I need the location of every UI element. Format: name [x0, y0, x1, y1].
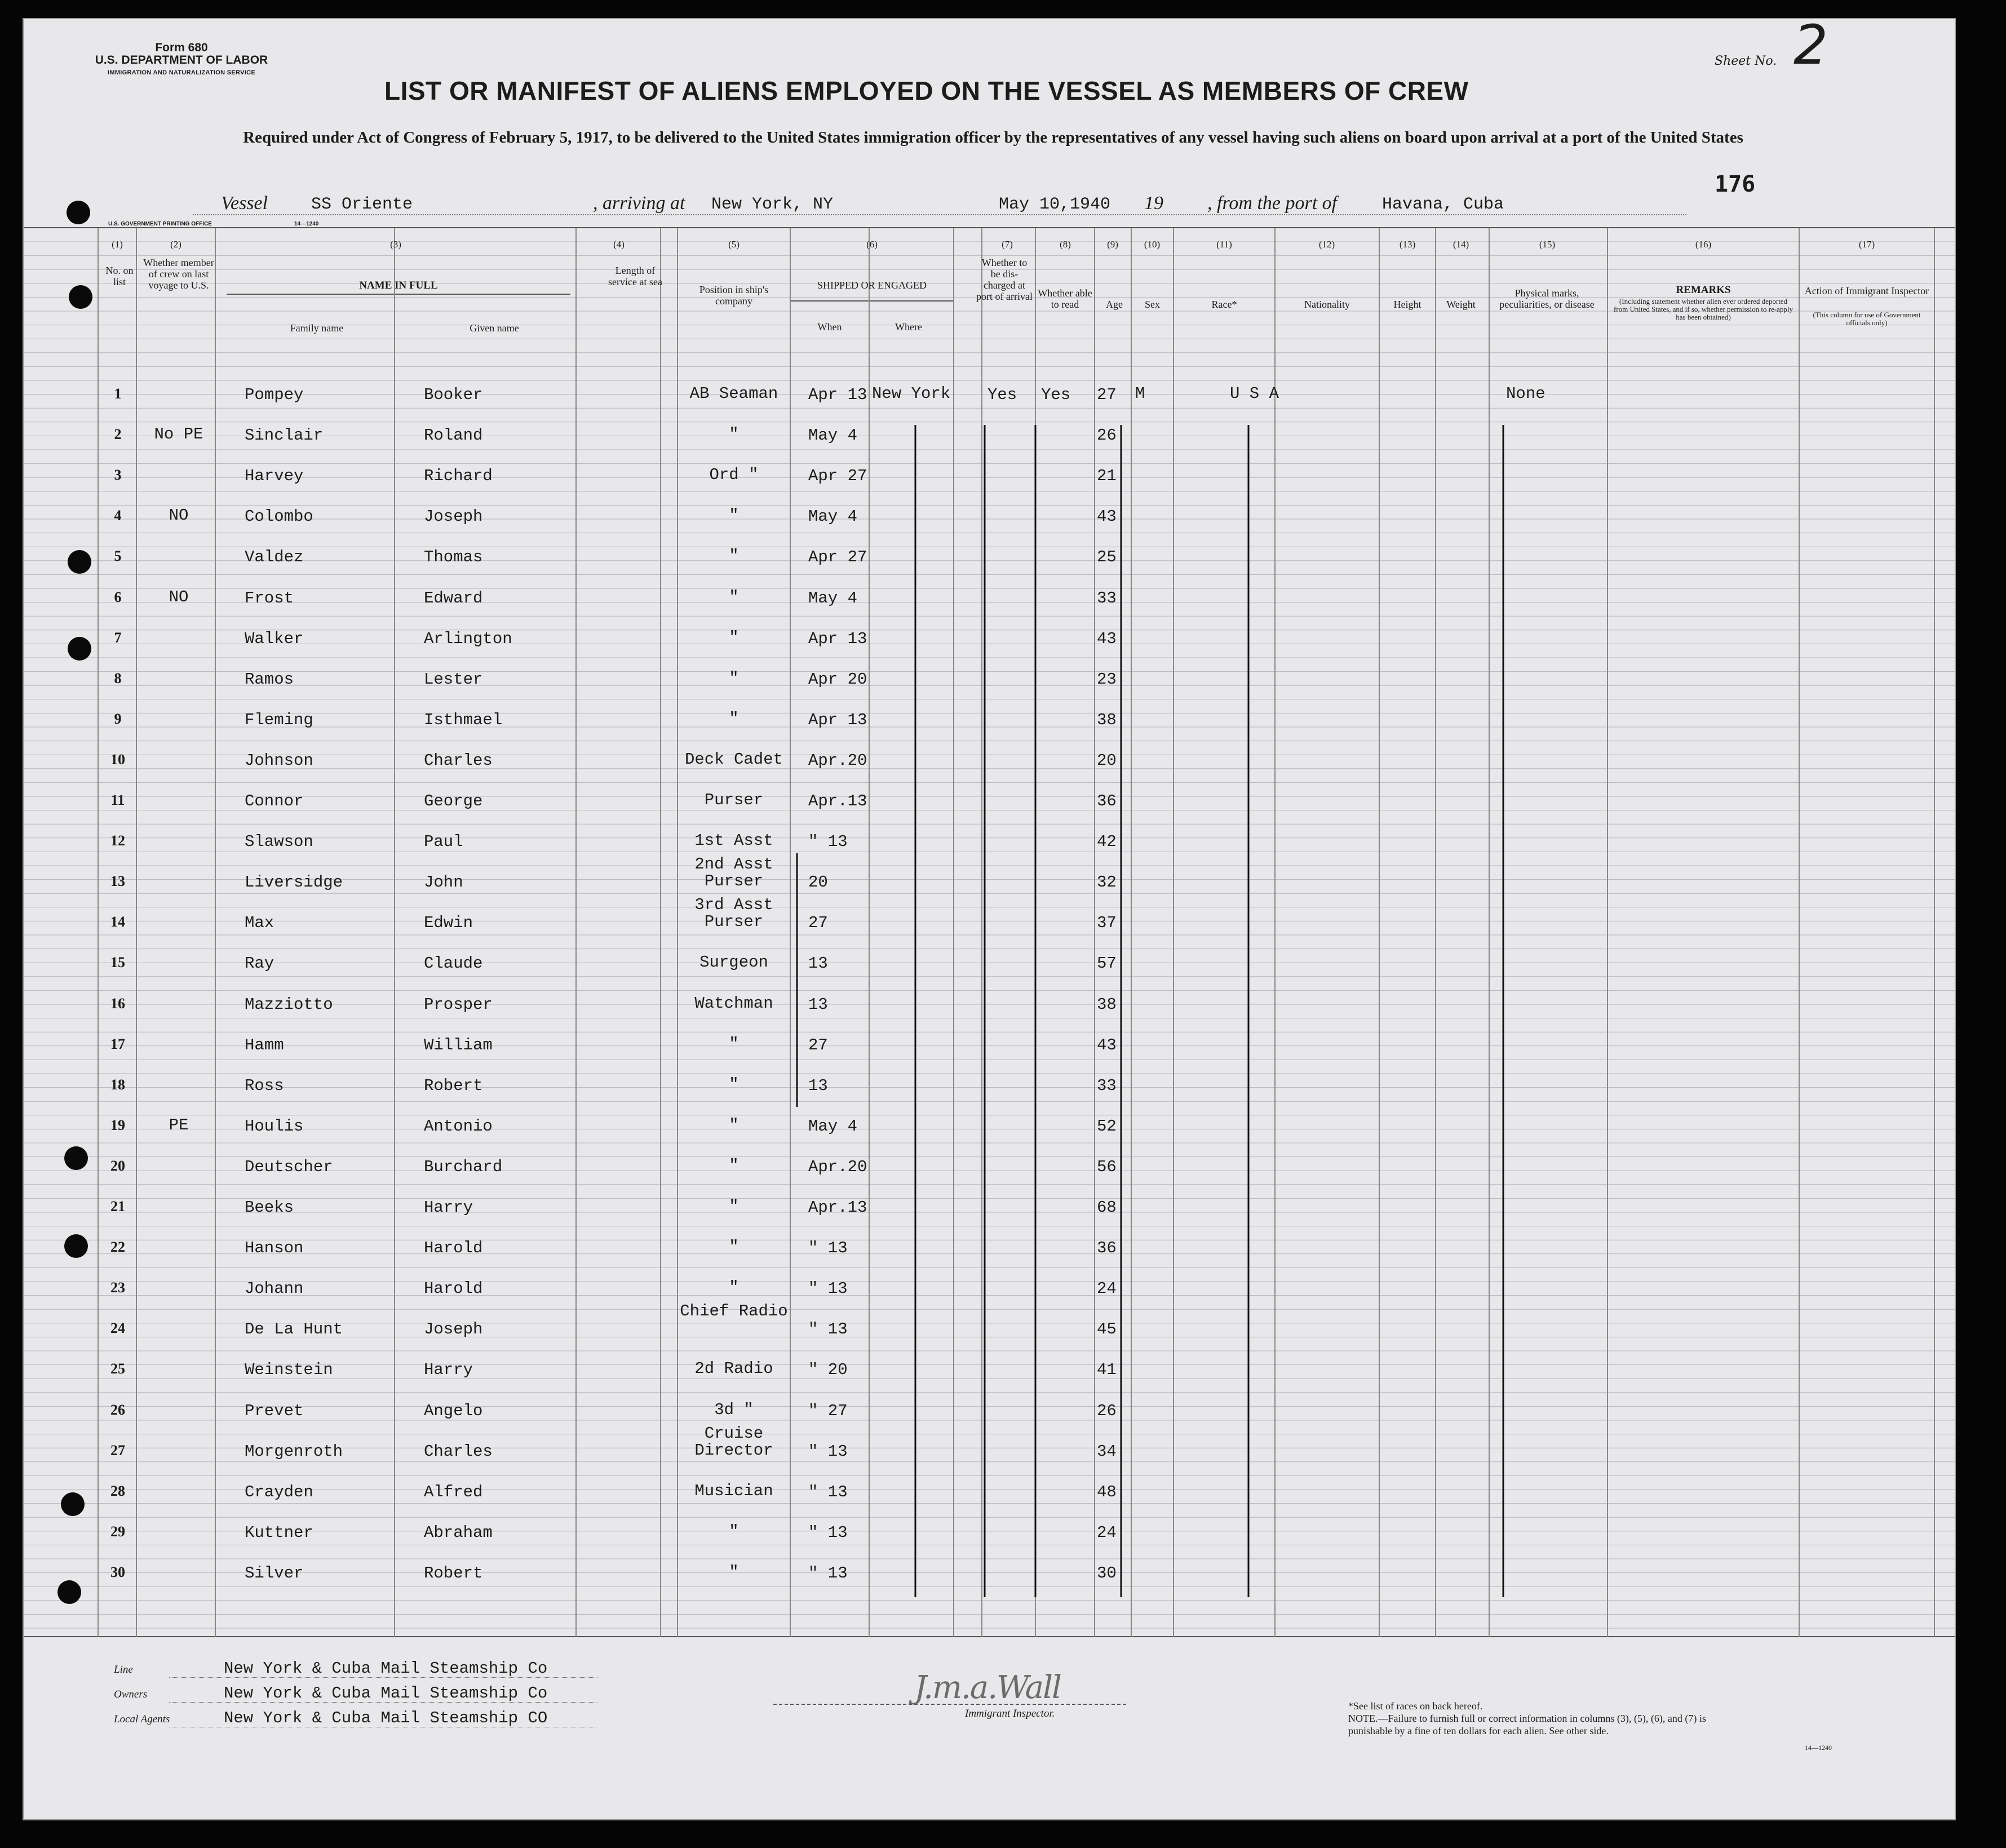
row-position: ": [729, 1238, 739, 1257]
row-position: ": [729, 1522, 739, 1541]
from-port-label: , from the port of: [1207, 193, 1338, 214]
requirement-text: Required under Act of Congress of February 5, 1917, to be delivered to the United States immigration officer by the representatives of any vessel having such aliens on board upon arrival at a port of the United States: [243, 128, 1743, 147]
column-number: (14): [1453, 239, 1469, 250]
row-number: 5: [114, 548, 122, 565]
row-number: 9: [114, 710, 122, 727]
row-given-name: Edwin: [424, 914, 473, 933]
row-age: 45: [1097, 1320, 1117, 1339]
col-weight: Weight: [1446, 299, 1476, 310]
row-age: 57: [1097, 954, 1117, 973]
col-shipped-when: When: [817, 321, 842, 333]
sheet-label: Sheet No.: [1715, 54, 1777, 68]
column-number: (5): [728, 239, 739, 250]
row-position: AB Seaman: [689, 384, 778, 403]
column-number: (3): [390, 239, 401, 250]
row-number: 30: [110, 1563, 125, 1580]
row-family-name: Silver: [245, 1563, 304, 1583]
row-age: 43: [1097, 507, 1117, 526]
row-given-name: Charles: [424, 751, 493, 770]
row-family-name: Liversidge: [245, 873, 343, 892]
row-shipped-when: May 4: [808, 426, 858, 445]
row-position: ": [729, 1278, 739, 1297]
col-nationality: Nationality: [1304, 299, 1350, 310]
row-number: 1: [114, 385, 122, 402]
row-shipped-when: " 13: [808, 1442, 848, 1461]
row-age: 21: [1097, 467, 1117, 486]
page-title: LIST OR MANIFEST OF ALIENS EMPLOYED ON THE VESSEL AS MEMBERS OF CREW: [384, 76, 1469, 105]
manifest-sheet: [23, 14, 1956, 1820]
col-inspector-action: Action of Immigrant Inspector: [1804, 285, 1929, 296]
row-shipped-when: " 13: [808, 1279, 848, 1299]
arriving-port[interactable]: New York, NY: [711, 195, 834, 214]
column-number: (4): [613, 239, 625, 250]
row-age: 36: [1097, 792, 1117, 810]
row-age: 32: [1097, 873, 1117, 892]
row-shipped-when: " 27: [808, 1401, 848, 1420]
row-number: 14: [110, 914, 125, 930]
row-age: 38: [1097, 995, 1117, 1014]
row-position: ": [729, 1115, 739, 1134]
row-age: 42: [1097, 832, 1117, 852]
row-family-name: Crayden: [245, 1482, 313, 1501]
printer-code: 14—1240: [294, 221, 319, 227]
row-shipped-when: " 13: [808, 1239, 848, 1258]
row-number: 23: [110, 1279, 125, 1296]
row-shipped-when: May 4: [808, 1116, 858, 1136]
row-given-name: Harry: [424, 1360, 473, 1380]
row-given-name: Isthmael: [424, 710, 503, 729]
col-height: Height: [1393, 299, 1422, 310]
row-age: 41: [1097, 1360, 1117, 1380]
row-family-name: Valdez: [245, 548, 304, 567]
row-given-name: Joseph: [424, 1320, 483, 1339]
row-shipped-when: " 13: [808, 1482, 848, 1501]
col-shipped: SHIPPED OR ENGAGED: [817, 280, 927, 291]
binder-hole: [64, 1234, 88, 1258]
binder-hole: [68, 637, 91, 661]
row-family-name: Max: [245, 914, 274, 933]
row-number: 25: [110, 1360, 125, 1377]
footer-owners-label: Owners: [114, 1689, 148, 1700]
row-given-name: Claude: [424, 954, 483, 973]
row-family-name: Colombo: [245, 507, 313, 526]
row-number: 22: [110, 1239, 125, 1256]
row1-physical: None: [1506, 384, 1546, 403]
row-given-name: Alfred: [424, 1482, 483, 1501]
row-number: 19: [110, 1116, 125, 1133]
row-age: 36: [1097, 1239, 1117, 1258]
row-age: 24: [1097, 1279, 1117, 1299]
row-number: 10: [110, 751, 125, 768]
row-age: 52: [1097, 1116, 1117, 1136]
column-number: (7): [1002, 239, 1013, 250]
row-given-name: Harold: [424, 1239, 483, 1258]
row-number: 12: [110, 832, 125, 849]
binder-hole: [61, 1492, 85, 1516]
column-number: (13): [1399, 239, 1416, 250]
col-inspector-note: (This column for use of Government officials only): [1813, 311, 1921, 327]
column-number: (6): [866, 239, 878, 250]
row-position: Musician: [694, 1481, 773, 1500]
binder-hole: [68, 550, 91, 574]
row-given-name: Booker: [424, 385, 483, 404]
row-shipped-when: Apr 20: [808, 670, 867, 689]
row-given-name: Roland: [424, 426, 483, 445]
row-family-name: Johnson: [245, 751, 313, 770]
row-shipped-when: " 13: [808, 1563, 848, 1583]
row-age: 34: [1097, 1442, 1117, 1461]
row-number: 8: [114, 670, 122, 686]
row-family-name: Morgenroth: [245, 1442, 343, 1461]
row-given-name: Joseph: [424, 507, 483, 526]
footer-rule: [169, 1702, 597, 1703]
row-shipped-when: Apr.13: [808, 792, 867, 810]
footer-agents-label: Local Agents: [114, 1713, 170, 1725]
column-number: (1): [112, 239, 123, 250]
row-given-name: Paul: [424, 832, 463, 852]
row-number: 4: [114, 507, 122, 524]
row-given-name: Thomas: [424, 548, 483, 567]
row-family-name: Kuttner: [245, 1523, 313, 1542]
col-sex: Sex: [1145, 299, 1160, 310]
row-position: 1st Asst: [694, 831, 773, 850]
row-shipped-when: 13: [808, 1076, 828, 1095]
footer-line-label: Line: [114, 1664, 133, 1676]
col-position: Position in ship's company: [699, 284, 769, 307]
row-family-name: Harvey: [245, 467, 304, 486]
row-prev-voyage: NO: [169, 587, 189, 606]
row-position: ": [729, 1034, 739, 1053]
row-given-name: William: [424, 1035, 493, 1054]
row-number: 18: [110, 1076, 125, 1093]
row-given-name: Abraham: [424, 1523, 493, 1542]
row-family-name: Mazziotto: [245, 995, 333, 1014]
row-family-name: Deutscher: [245, 1157, 333, 1176]
row-shipped-when: Apr 27: [808, 548, 867, 567]
row-shipped-when: Apr 13: [808, 385, 867, 404]
row-given-name: Prosper: [424, 995, 493, 1014]
row-family-name: Fleming: [245, 710, 313, 729]
row-family-name: Prevet: [245, 1401, 304, 1420]
row-position: ": [729, 668, 739, 688]
row-age: 38: [1097, 710, 1117, 729]
row-given-name: Richard: [424, 467, 493, 486]
row-shipped-when: " 20: [808, 1360, 848, 1380]
row-age: 43: [1097, 1035, 1117, 1054]
row-number: 6: [114, 588, 122, 605]
row-given-name: Charles: [424, 1442, 493, 1461]
row-prev-voyage: PE: [169, 1115, 189, 1134]
footnote-penalty: NOTE.—Failure to furnish full or correct information in columns (3), (5), (6), and (7) is punishable by a fine of ten dollars for each alien. See other side.: [1348, 1713, 1706, 1736]
row-age: 24: [1097, 1523, 1117, 1542]
row1-sex: M: [1135, 384, 1145, 403]
row-shipped-when: Apr 13: [808, 629, 867, 648]
row1-where: New York: [872, 384, 951, 403]
row-family-name: Pompey: [245, 385, 304, 404]
footer-owners-value: New York & Cuba Mail Steamship Co: [224, 1684, 548, 1703]
inspector-label: Immigrant Inspector.: [965, 1708, 1055, 1720]
footer-agents-value: New York & Cuba Mail Steamship CO: [224, 1709, 548, 1727]
row-position: ": [729, 709, 739, 728]
footnote-races: *See list of races on back hereof.: [1348, 1700, 1483, 1712]
row-age: 33: [1097, 1076, 1117, 1095]
col-length-service: Length of service at sea: [608, 265, 662, 287]
col-name-in-full: NAME IN FULL: [359, 280, 438, 291]
row-given-name: Robert: [424, 1076, 483, 1095]
arrival-date[interactable]: May 10,1940: [999, 195, 1111, 214]
row-family-name: Houlis: [245, 1116, 304, 1136]
row-number: 24: [110, 1320, 125, 1337]
row-age: 23: [1097, 670, 1117, 689]
row-number: 3: [114, 467, 122, 484]
row-shipped-when: " 13: [808, 1320, 848, 1339]
row-shipped-when: " 13: [808, 832, 848, 852]
row-number: 27: [110, 1442, 125, 1459]
row-shipped-when: 27: [808, 1035, 828, 1054]
row-number: 26: [110, 1401, 125, 1418]
row-shipped-when: " 13: [808, 1523, 848, 1542]
row-given-name: Antonio: [424, 1116, 493, 1136]
col-remarks-note: (Including statement whether alien ever ordered deported from United States, and if so, whether permission to re-apply has been obtained): [1613, 297, 1794, 321]
row-position: 3d ": [714, 1400, 754, 1419]
row-number: 11: [110, 792, 125, 808]
row-position: Ord ": [709, 466, 759, 485]
row-family-name: Weinstein: [245, 1360, 333, 1380]
row1-read: Yes: [1041, 385, 1071, 404]
binder-hole: [57, 1580, 81, 1604]
vessel-name[interactable]: SS Oriente: [311, 195, 413, 214]
row-shipped-when: Apr.13: [808, 1198, 867, 1217]
binder-hole: [64, 1146, 88, 1170]
column-number: (12): [1318, 239, 1335, 250]
row-family-name: Slawson: [245, 832, 313, 852]
row-number: 21: [110, 1198, 125, 1215]
row-shipped-when: May 4: [808, 507, 858, 526]
sheet-number: 2: [1794, 14, 1828, 77]
row-number: 15: [110, 954, 125, 971]
from-port[interactable]: Havana, Cuba: [1382, 195, 1504, 214]
row-position: ": [729, 425, 739, 444]
footer-code: 14—1240: [1805, 1744, 1832, 1752]
row-position: Surgeon: [699, 953, 768, 972]
row-age: 20: [1097, 751, 1117, 770]
col-no-on-list: No. on list: [105, 265, 134, 287]
row1-discharged: Yes: [987, 385, 1017, 404]
column-number: (15): [1539, 239, 1556, 250]
form-number: Form 680: [155, 41, 208, 54]
row-family-name: Frost: [245, 588, 294, 608]
row-number: 2: [114, 426, 122, 443]
row-age: 37: [1097, 914, 1117, 933]
row-shipped-when: 13: [808, 954, 828, 973]
row-family-name: Beeks: [245, 1198, 294, 1217]
row-number: 16: [110, 995, 125, 1012]
row-shipped-when: 27: [808, 914, 828, 933]
row-position: ": [729, 1562, 739, 1581]
col-race: Race*: [1211, 299, 1237, 310]
binder-hole: [67, 201, 90, 224]
column-number: (9): [1107, 239, 1118, 250]
column-number: (10): [1144, 239, 1161, 250]
inspector-signature: J.m.a.Wall: [914, 1669, 1061, 1706]
row-age: 68: [1097, 1198, 1117, 1217]
col-age: Age: [1106, 299, 1123, 310]
row-given-name: John: [424, 873, 463, 892]
row-number: 7: [114, 629, 122, 646]
row-given-name: Robert: [424, 1563, 483, 1583]
col-given-name: Given name: [470, 322, 519, 334]
row-given-name: Lester: [424, 670, 483, 689]
arriving-label: , arriving at: [593, 193, 685, 214]
row-given-name: Burchard: [424, 1157, 503, 1176]
department: U.S. DEPARTMENT OF LABOR: [95, 54, 268, 67]
row-position: ": [729, 628, 739, 647]
col-remarks: REMARKS: [1676, 284, 1731, 296]
row-age: 26: [1097, 1401, 1117, 1420]
row-given-name: Edward: [424, 588, 483, 608]
row-position: ": [729, 506, 739, 525]
column-number: (11): [1216, 239, 1232, 250]
row-number: 29: [110, 1523, 125, 1540]
row-position: Purser: [704, 791, 764, 809]
row-age: 48: [1097, 1482, 1117, 1501]
row-family-name: Walker: [245, 629, 304, 648]
row1-race: U S A: [1230, 384, 1279, 403]
col-able-to-read: Whether able to read: [1038, 287, 1092, 310]
row-age: 27: [1097, 385, 1117, 404]
column-number: (17): [1858, 239, 1875, 250]
row-family-name: Ramos: [245, 670, 294, 689]
row-number: 13: [110, 873, 125, 890]
row-age: 25: [1097, 548, 1117, 567]
row-position: 2d Radio: [694, 1359, 773, 1379]
col-physical-marks: Physical marks, peculiarities, or disease: [1499, 287, 1595, 310]
vessel-label: Vessel: [221, 193, 268, 214]
row-shipped-when: Apr 27: [808, 467, 867, 486]
row-shipped-when: May 4: [808, 588, 858, 608]
col-family-name: Family name: [290, 322, 344, 334]
row-given-name: Harry: [424, 1198, 473, 1217]
row-given-name: Harold: [424, 1279, 483, 1299]
row-position: ": [729, 547, 739, 566]
row-shipped-when: Apr 13: [808, 710, 867, 729]
row-age: 43: [1097, 629, 1117, 648]
column-number: (8): [1060, 239, 1071, 250]
printer-label: U.S. GOVERNMENT PRINTING OFFICE: [108, 221, 212, 227]
col-prev-voyage: Whether member of crew on last voyage to U.S.: [143, 257, 214, 291]
row-given-name: George: [424, 792, 483, 810]
ditto-marks: [797, 425, 1503, 1597]
row-shipped-when: 20: [808, 873, 828, 892]
footer-line-value: New York & Cuba Mail Steamship Co: [224, 1659, 548, 1678]
col-shipped-where: Where: [895, 321, 922, 333]
row-age: 33: [1097, 588, 1117, 608]
row-shipped-when: Apr.20: [808, 1157, 867, 1176]
row-position: 3rd Asst Purser: [694, 896, 773, 932]
row-position: Chief Radio: [680, 1302, 788, 1321]
row-prev-voyage: NO: [169, 506, 189, 525]
row-family-name: Ross: [245, 1076, 284, 1095]
column-number: (2): [170, 239, 181, 250]
row-number: 20: [110, 1157, 125, 1174]
row-family-name: Hamm: [245, 1035, 284, 1054]
row-family-name: Connor: [245, 792, 304, 810]
row-position: ": [729, 1156, 739, 1175]
row-position: ": [729, 1075, 739, 1094]
row-position: Watchman: [694, 994, 773, 1013]
footer-rule: [169, 1677, 597, 1678]
row-prev-voyage: No PE: [154, 425, 203, 444]
binder-hole: [69, 285, 92, 309]
row-position: ": [729, 1197, 739, 1216]
row-given-name: Arlington: [424, 629, 512, 648]
year-label: 19: [1144, 193, 1163, 214]
row-family-name: Ray: [245, 954, 274, 973]
row-family-name: Hanson: [245, 1239, 304, 1258]
row-number: 17: [110, 1035, 125, 1052]
row-position: Cruise Director: [694, 1424, 773, 1460]
row-position: ": [729, 587, 739, 606]
row-number: 28: [110, 1482, 125, 1499]
row-given-name: Angelo: [424, 1401, 483, 1420]
row-family-name: Sinclair: [245, 426, 324, 445]
col-discharged: Whether to be dis-charged at port of arrival: [976, 257, 1033, 302]
row-position: Deck Cadet: [684, 750, 783, 769]
row-position: 2nd Asst Purser: [694, 855, 773, 891]
row-family-name: Johann: [245, 1279, 304, 1299]
service-name: IMMIGRATION AND NATURALIZATION SERVICE: [108, 69, 255, 76]
row-age: 56: [1097, 1157, 1117, 1176]
row-shipped-when: 13: [808, 995, 828, 1014]
row-age: 26: [1097, 426, 1117, 445]
row-age: 30: [1097, 1563, 1117, 1583]
row-shipped-when: Apr.20: [808, 751, 867, 770]
row-family-name: De La Hunt: [245, 1320, 343, 1339]
column-number: (16): [1695, 239, 1712, 250]
page-number: 176: [1715, 171, 1756, 197]
